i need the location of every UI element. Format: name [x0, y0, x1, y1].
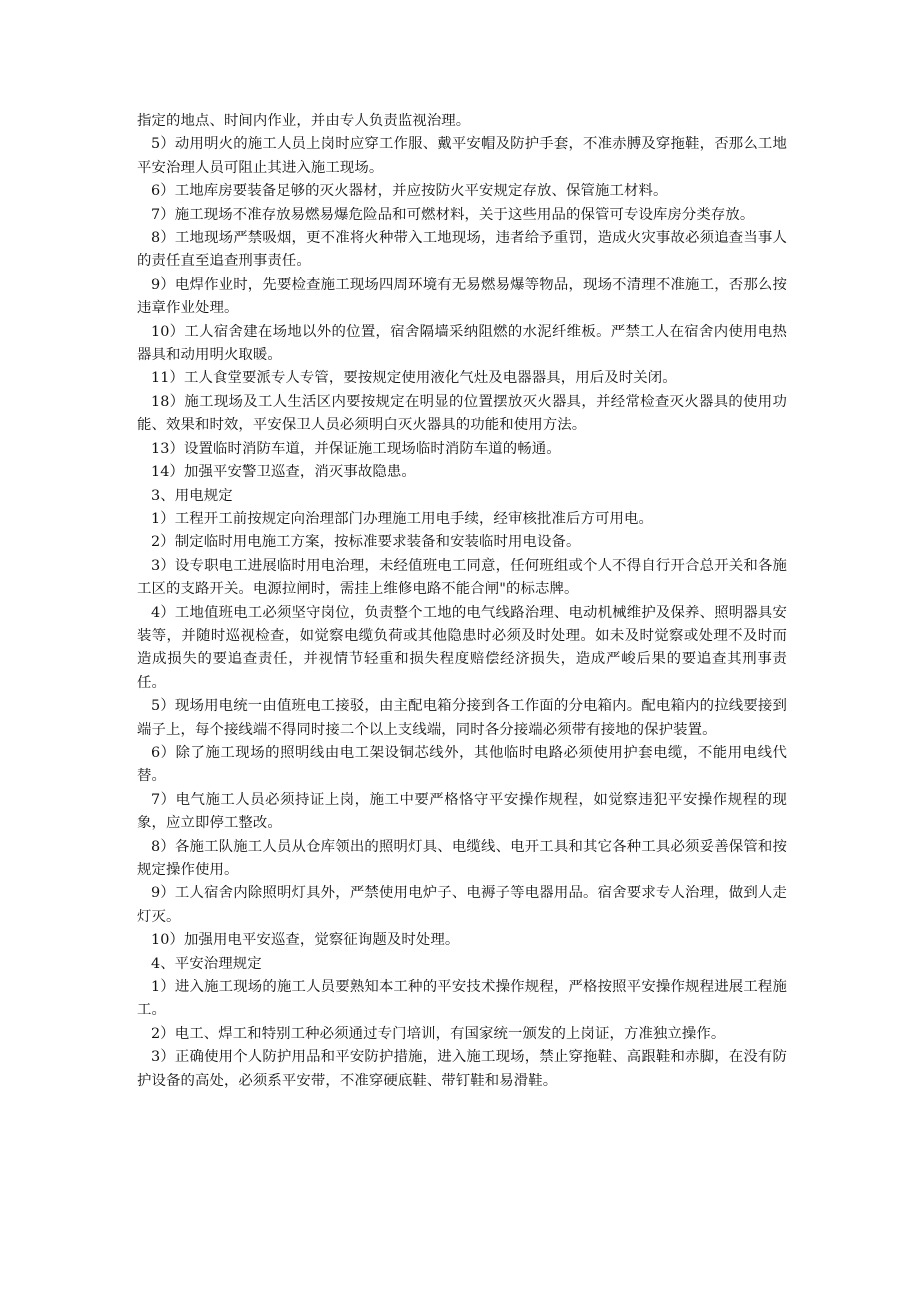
paragraph: 7）电气施工人员必须持证上岗，施工中要严格恪守平安操作规程，如觉察违犯平安操作规程的现象，应立即停工整改。	[137, 791, 787, 832]
paragraph: 6）除了施工现场的照明线由电工架设铜芯线外，其他临时电路必须使用护套电缆，不能用电线代替。	[137, 744, 787, 785]
paragraph: 5）现场用电统一由值班电工接驳，由主配电箱分接到各工作面的分电箱内。配电箱内的拉线要接到端子上，每个接线端不得同时接二个以上支线端，同时各分接端必须带有接地的保护装置。	[137, 698, 787, 738]
paragraph: 1）进入施工现场的施工人员要熟知本工种的平安技术操作规程，严格按照平安操作规程进展工程施工。	[137, 979, 787, 1019]
paragraph: 11）工人食堂要派专人专管，要按规定使用液化气灶及电器器具，用后及时关闭。	[151, 370, 677, 387]
paragraph: 10）工人宿舍建在场地以外的位置，宿舍隔墙采纳阻燃的水泥纤维板。严禁工人在宿舍内使用电热器具和动用明火取暖。	[137, 323, 787, 364]
paragraph: 7）施工现场不准存放易燃易爆危险品和可燃材料，关于这些用品的保管可专设库房分类存放。	[151, 206, 755, 223]
document-body	[137, 110, 787, 1093]
paragraph: 8）工地现场严禁吸烟，更不准将火种带入工地现场，违者给予重罚，造成火灾事故必须追查当事人的责任直至追查刑事责任。	[137, 230, 787, 270]
paragraph: 2）电工、焊工和特别工种必须通过专门培训，有国家统一颁发的上岗证，方准独立操作。	[151, 1025, 726, 1042]
paragraph: 14）加强平安警卫巡查，消灭事故隐患。	[151, 464, 416, 481]
paragraph: 4）工地值班电工必须坚守岗位，负责整个工地的电气线路治理、电动机械维护及保养、照明器具安装等，并随时巡视检查，如觉察电缆负荷或其他隐患时必须及时处理。如未及时觉察或处理不及时而造成损失的要追查责任，并视情节轻重和损失程度赔偿经济损失，造成严峻后果的要追查其刑事责任。	[137, 604, 787, 691]
paragraph: 3）设专职电工进展临时用电治理，未经值班电工同意，任何班组或个人不得自行开合总开关和各施工区的支路开关。电源拉闸时，需挂上维修电路不能合闸"的标志牌。	[137, 557, 787, 598]
paragraph: 5）动用明火的施工人员上岗时应穿工作服、戴平安帽及防护手套，不准赤膊及穿拖鞋，否那么工地平安治理人员可阻止其进入施工现场。	[137, 136, 787, 176]
section-heading: 3、用电规定	[151, 487, 233, 504]
paragraph: 指定的地点、时间内作业，并由专人负责监视治理。	[137, 113, 471, 129]
paragraph: 8）各施工队施工人员从仓库领出的照明灯具、电缆线、电开工具和其它各种工具必须妥善保管和按规定操作使用。	[137, 838, 787, 878]
paragraph: 9）电焊作业时，先要检查施工现场四周环境有无易燃易爆等物品，现场不清理不准施工，否那么按违章作业处理。	[137, 276, 787, 317]
paragraph: 2）制定临时用电施工方案，按标准要求装备和安装临时用电设备。	[151, 534, 581, 551]
paragraph: 3）正确使用个人防护用品和平安防护措施，进入施工现场，禁止穿拖鞋、高跟鞋和赤脚，在没有防护设备的高处，必须系平安带，不准穿硬底鞋、带钉鞋和易滑鞋。	[137, 1049, 787, 1089]
paragraph: 1）工程开工前按规定向治理部门办理施工用电手续，经审核批准后方可用电。	[151, 510, 653, 527]
paragraph: 6）工地库房要装备足够的灭火器材，并应按防火平安规定存放、保管施工材料。	[151, 183, 668, 200]
paragraph: 13）设置临时消防车道，并保证施工现场临时消防车道的畅通。	[151, 440, 561, 457]
section-heading: 4、平安治理规定	[151, 955, 262, 972]
paragraph: 18）施工现场及工人生活区内要按规定在明显的位置摆放灭火器具，并经常检查灭火器具的使用功能、效果和时效，平安保卫人员必须明白灭火器具的功能和使用方法。	[137, 393, 787, 434]
paragraph: 10）加强用电平安巡查，觉察征询题及时处理。	[151, 932, 460, 949]
paragraph: 9）工人宿舍内除照明灯具外，严禁使用电炉子、电褥子等电器用品。宿舍要求专人治理，做到人走灯灭。	[137, 885, 787, 925]
